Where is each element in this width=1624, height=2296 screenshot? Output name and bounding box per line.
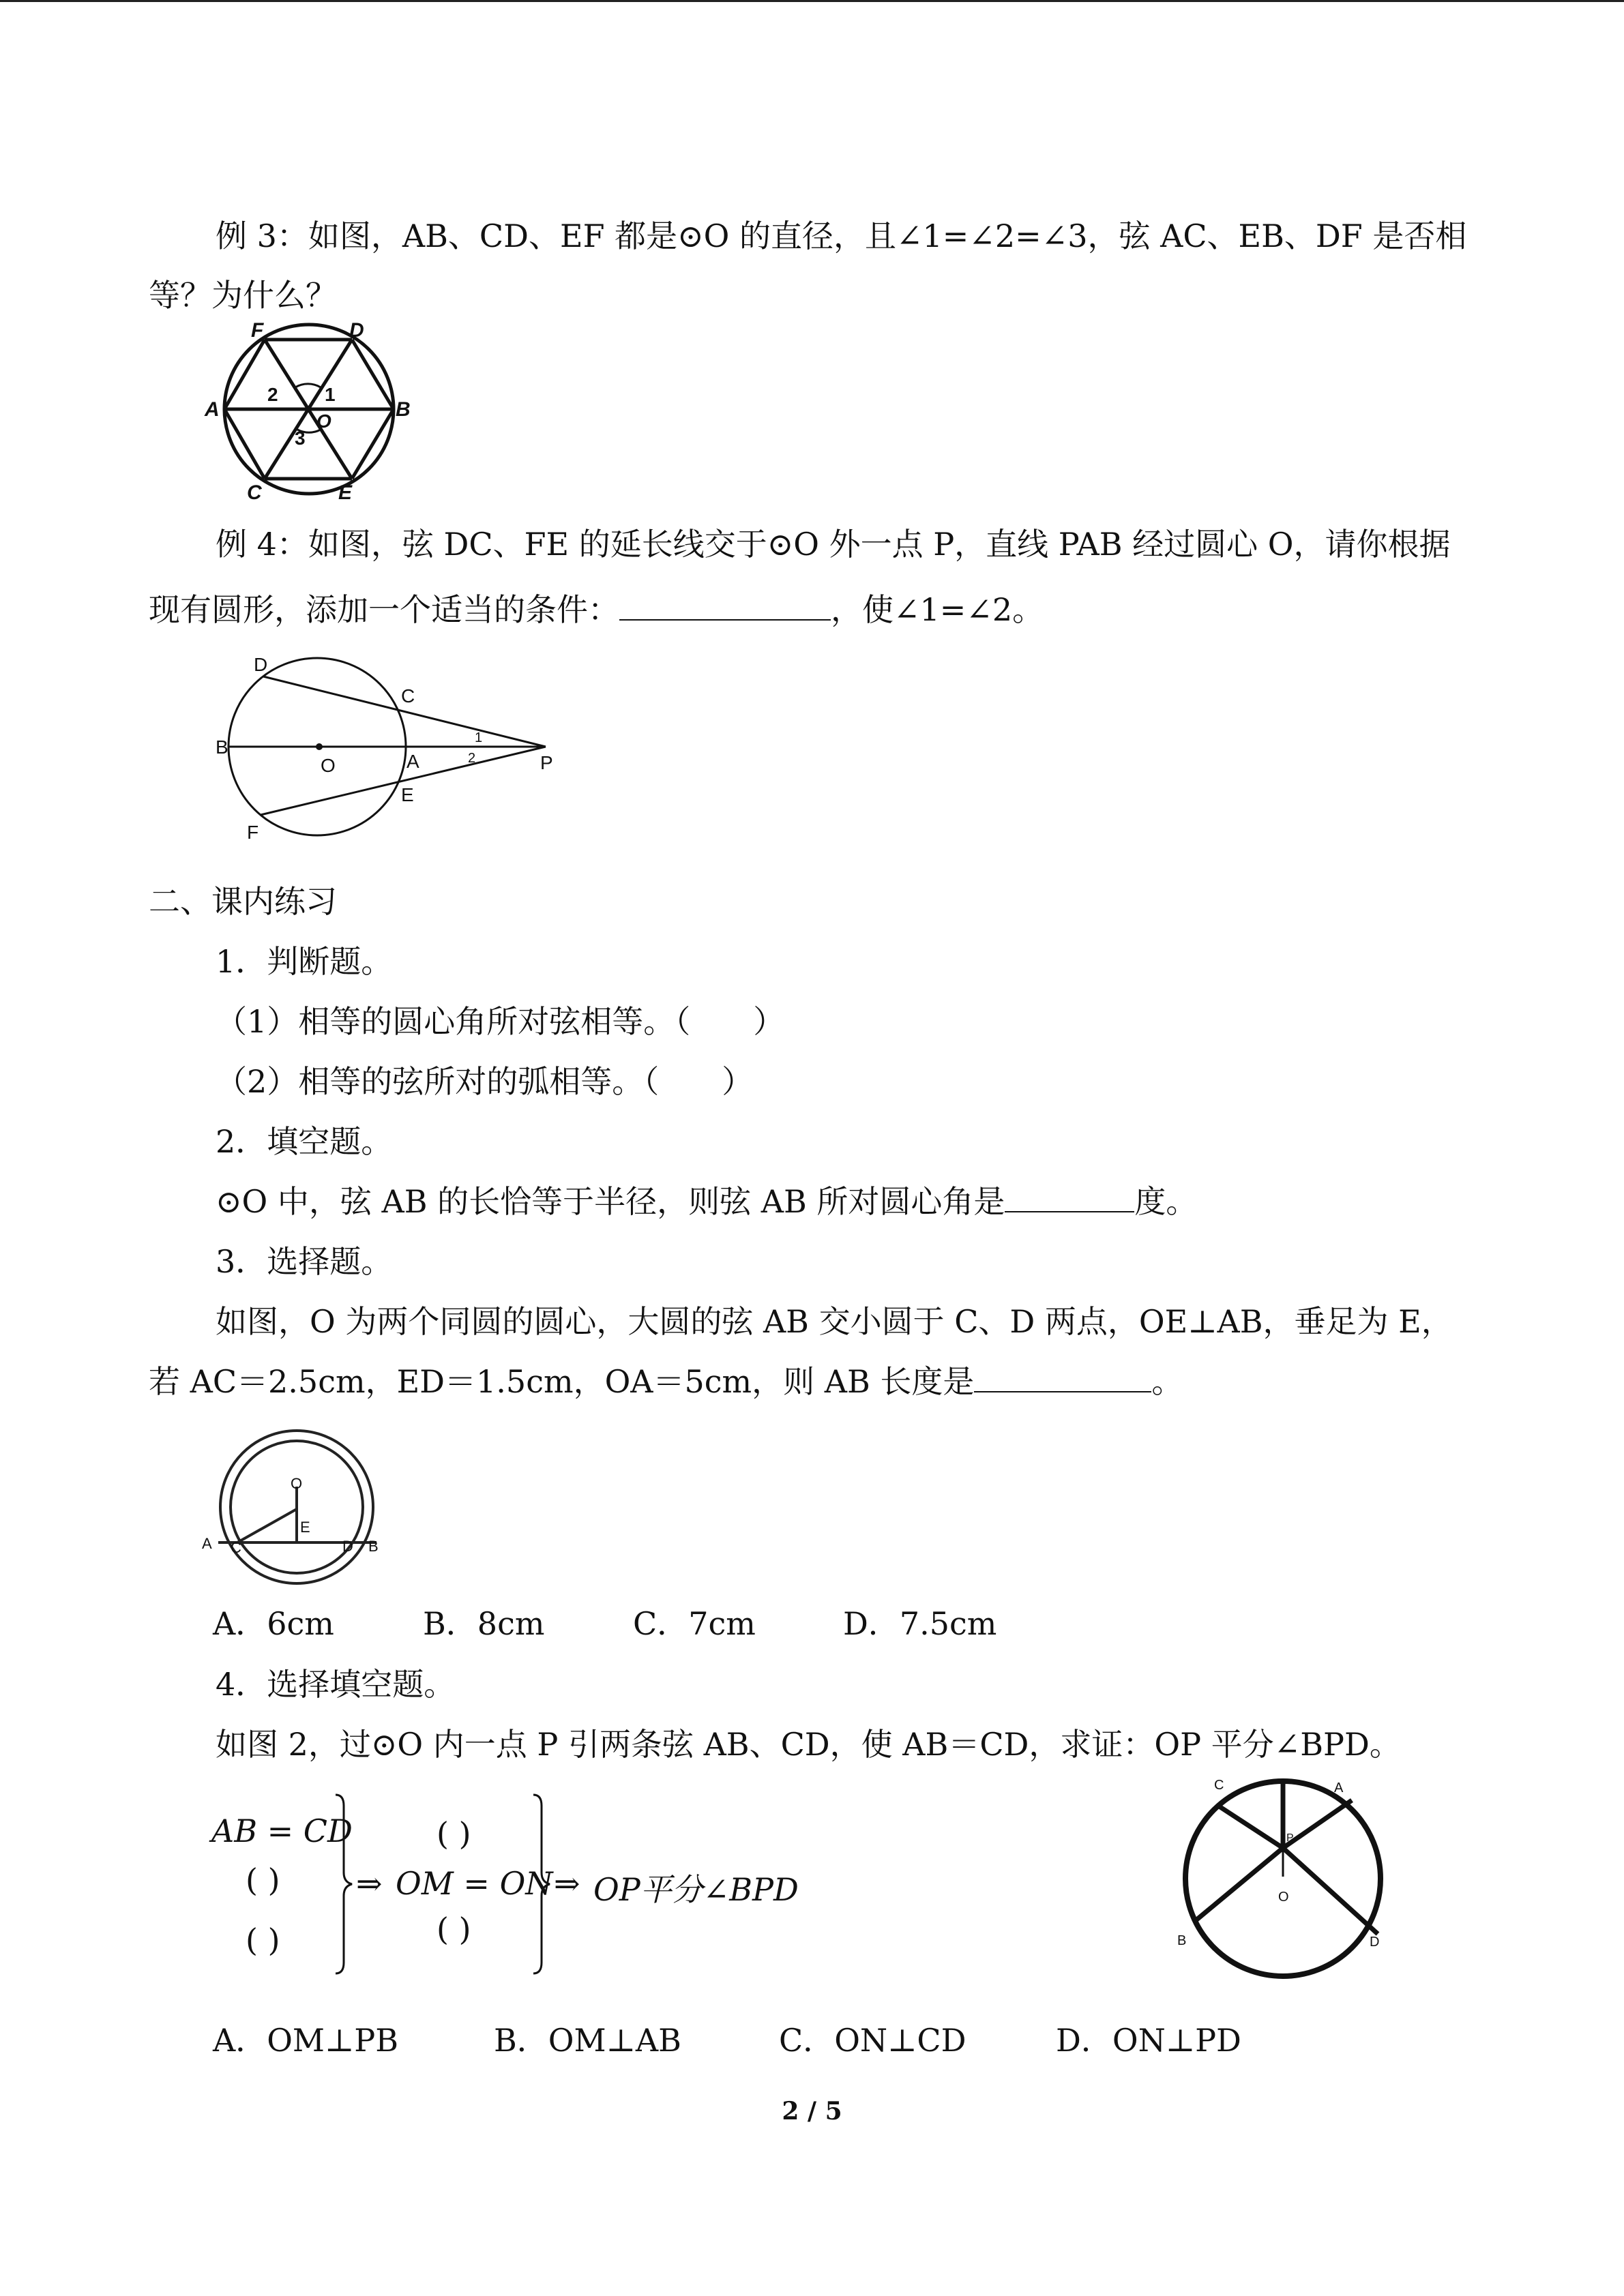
example4-answer-blank[interactable] [619,589,831,621]
q2-answer-blank[interactable] [1005,1181,1134,1212]
proof-blank-2[interactable]: ( ) [246,1922,280,1958]
label-F: F [247,822,259,843]
q3-line1: 如图，O 为两个同圆的圆心，大圆的弦 AB 交小圆于 C、D 两点，OE⊥AB，垂足为 E， [216,1303,1453,1340]
label-O: O [1278,1890,1289,1905]
proof-om-eq-on: OM = ON [396,1865,553,1902]
label-D: D [1370,1935,1380,1950]
label-angle-1: 1 [325,384,336,405]
q4-title: 4．选择填空题。 [216,1666,456,1703]
label-E: E [338,481,353,504]
label-D: D [342,1538,353,1555]
proof-arrow-2: ⇒ [554,1865,580,1902]
label-A: A [202,1535,212,1552]
label-B: B [1177,1933,1187,1948]
q3-line2 [149,1361,1183,1402]
label-angle-2: 2 [267,384,278,405]
label-C: C [247,481,262,504]
label-F: F [251,319,264,342]
q4-option-a[interactable]: A．OM⊥PB [213,2022,399,2059]
q2-title: 2．填空题。 [216,1123,393,1160]
example3-line2: 等？为什么？ [149,277,337,314]
q4-option-c[interactable]: C．ON⊥CD [779,2022,966,2059]
q3-option-c[interactable]: C．7cm [633,1605,756,1642]
q2-text-b: 度。 [1134,1183,1198,1220]
q3-option-b[interactable]: B．8cm [423,1605,545,1642]
q1-title: 1．判断题。 [216,943,393,980]
label-B: B [368,1538,379,1555]
q3-options [213,1603,996,1644]
q4-options [213,2020,1241,2061]
label-C: C [1214,1778,1224,1793]
label-A: A [205,398,220,421]
label-angle-3: 3 [295,428,306,449]
q3-line2-a: 若 AC＝2.5cm，ED＝1.5cm，OA＝5cm，则 AB 长度是 [149,1363,975,1400]
q2-text-a: ⊙O 中，弦 AB 的长恰等于半径，则弦 AB 所对圆心角是 [216,1183,1005,1220]
label-O: O [321,755,336,776]
label-C: C [401,685,415,706]
label-angle-1: 1 [475,730,483,745]
proof-arrow-1: ⇒ [356,1865,383,1902]
label-E: E [401,784,414,805]
top-border [0,0,1624,2]
proof-blank-4[interactable]: ( ) [437,1911,471,1948]
label-B: B [216,736,228,758]
proof-ab-eq-cd: AB = CD [211,1813,353,1849]
q3-line2-b: 。 [1151,1363,1183,1400]
q1-item1: （1）相等的圆心角所对弦相等。（ ） [216,1003,785,1040]
label-D: D [254,654,268,675]
q3-title: 3．选择题。 [216,1243,393,1280]
label-A: A [407,751,419,772]
label-angle-2: 2 [468,751,476,766]
example4-line2-end: ，使∠1=∠2。 [831,591,1044,628]
label-B: B [396,398,411,421]
proof-blank-1[interactable]: ( ) [246,1862,280,1898]
label-A: A [1334,1780,1344,1795]
section2-heading: 二、课内练习 [149,883,337,920]
proof-conclusion: OP平分∠BPD [593,1871,799,1908]
page-number: 2 / 5 [782,2097,842,2126]
label-E: E [300,1519,310,1536]
example4-line2-text: 现有圆形，添加一个适当的条件： [149,591,619,628]
q3-figure [198,1422,396,1592]
q4-figure [1172,1773,1397,1998]
q2-text [216,1181,1197,1222]
label-O: O [316,411,331,432]
q4-text: 如图 2，过⊙O 内一点 P 引两条弦 AB、CD，使 AB＝CD，求证：OP 平分∠BPD。 [216,1726,1401,1763]
q4-option-b[interactable]: B．OM⊥AB [494,2022,681,2059]
q3-option-a[interactable]: A．6cm [213,1605,334,1642]
label-O: O [291,1475,303,1492]
label-P: P [540,752,553,773]
example3-figure [205,319,411,504]
proof-brace-1 [331,1792,359,1976]
proof-brace-2 [529,1792,557,1976]
q1-item2: （2）相等的弦所对的弧相等。（ ） [216,1063,754,1100]
label-D: D [349,319,364,342]
example4-line2 [149,589,1044,630]
proof-blank-3[interactable]: ( ) [437,1815,471,1852]
example4-figure [205,648,573,846]
example3-line1: 例 3：如图，AB、CD、EF 都是⊙O 的直径，且∠1=∠2=∠3，弦 AC、EB、DF 是否相 [216,218,1467,254]
label-C: C [231,1539,241,1556]
q3-answer-blank[interactable] [974,1361,1151,1392]
q3-option-d[interactable]: D．7.5cm [843,1605,997,1642]
q4-option-d[interactable]: D．ON⊥PD [1056,2022,1241,2059]
label-P: P [1286,1832,1294,1844]
example4-line1: 例 4：如图，弦 DC、FE 的延长线交于⊙O 外一点 P，直线 PAB 经过圆心 O，请你根据 [216,526,1451,563]
